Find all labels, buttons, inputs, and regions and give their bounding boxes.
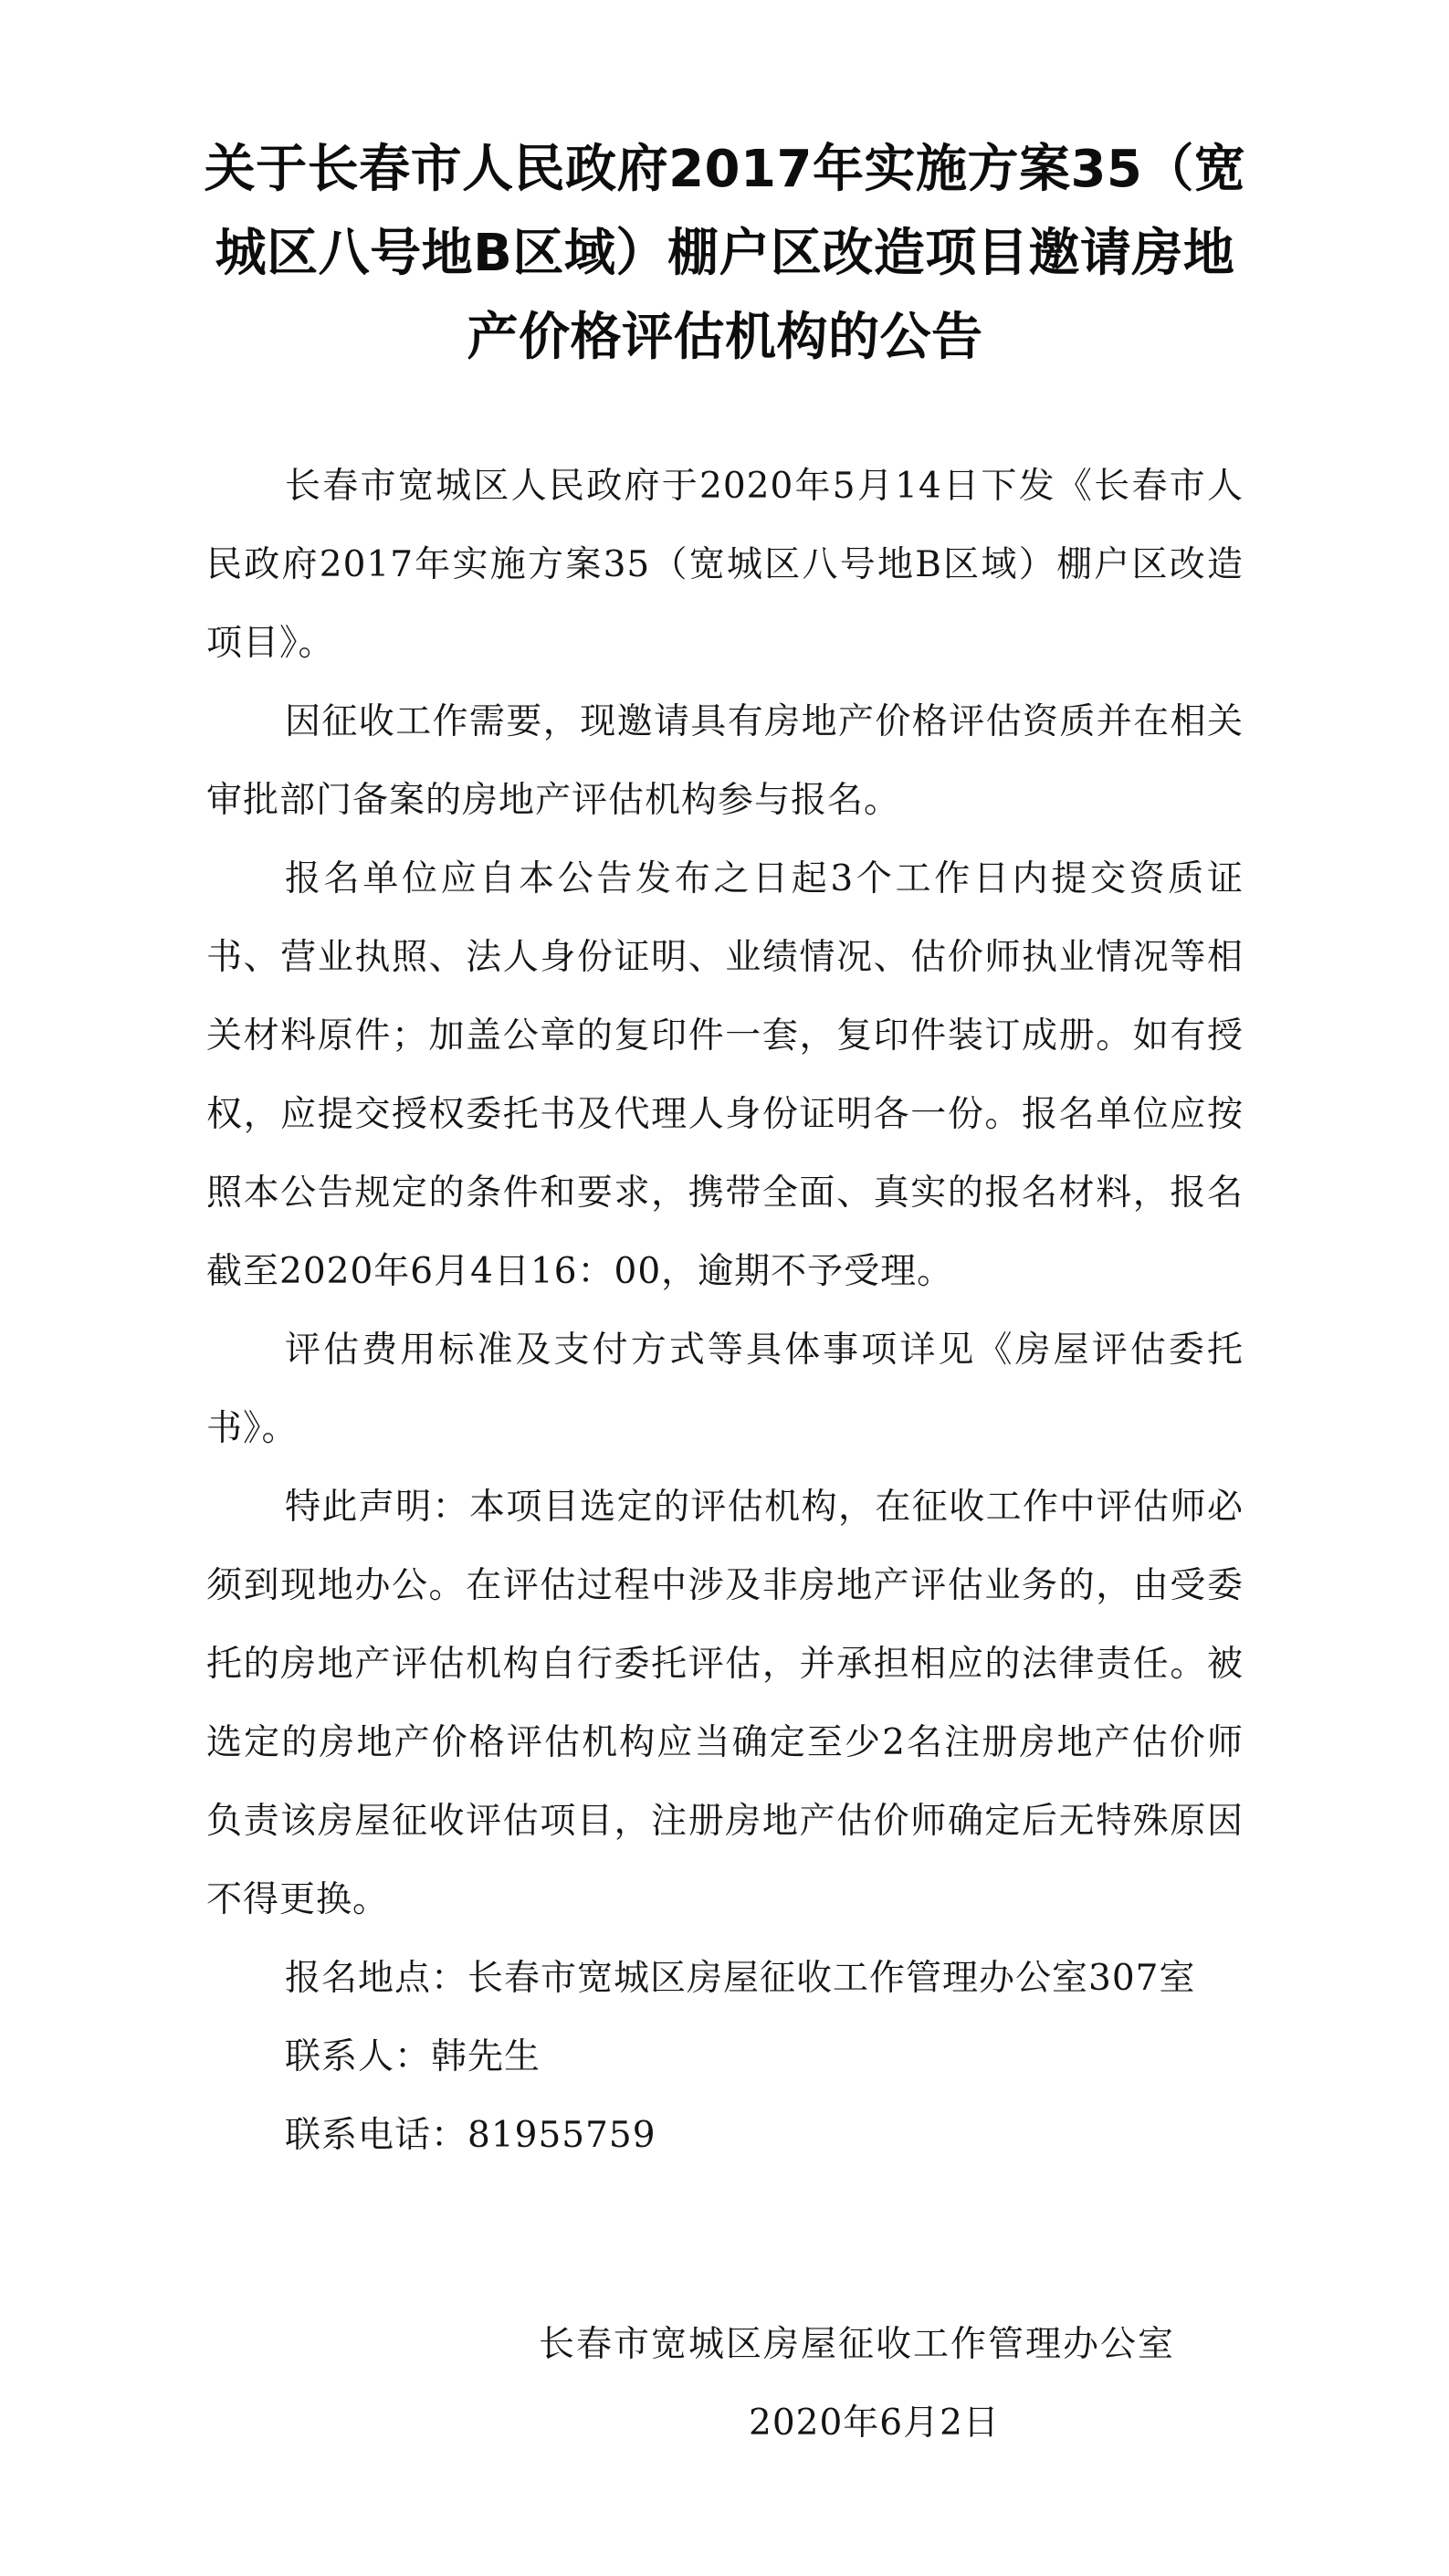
issuing-organization: 长春市宽城区房屋征收工作管理办公室	[539, 2324, 1176, 2365]
contact-person: 联系人：韩先生	[285, 2036, 541, 2077]
paragraph-declaration: 特此声明：本项目选定的评估机构，在征收工作中评估师必须到现地办公。在评估过程中涉及非房地产评估业务的，由受委托的房地产评估机构自行委托评估，并承担相应的法律责任。被选定的房地产价格评估机构应当确定至少2名注册房地产估价师负责该房屋征收评估项目，注册房地产估价师确定后无特殊原因不得更换。	[206, 1487, 1244, 1920]
issue-date: 2020年6月2日	[749, 2403, 1000, 2444]
registration-address: 报名地点：长春市宽城区房屋征收工作管理办公室307室	[285, 1958, 1196, 1999]
paragraph-fees: 评估费用标准及支付方式等具体事项详见《房屋评估委托书》。	[206, 1330, 1244, 1449]
page-title: 关于长春市人民政府2017年实施方案35（宽城区八号地B区域）棚户区改造项目邀请房地产价格评估机构的公告	[204, 140, 1246, 367]
paragraph-issuance: 长春市宽城区人民政府于2020年5月14日下发《长春市人民政府2017年实施方案35（宽城区八号地B区域）棚户区改造项目》。	[206, 466, 1244, 664]
paragraph-registration-requirements: 报名单位应自本公告发布之日起3个工作日内提交资质证书、营业执照、法人身份证明、业绩情况、估价师执业情况等相关材料原件；加盖公章的复印件一套，复印件装订成册。如有授权，应提交授权委托书及代理人身份证明各一份。报名单位应按照本公告规定的条件和要求，携带全面、真实的报名材料，报名截至2020年6月4日16：00，逾期不予受理。	[206, 858, 1244, 1292]
signature-block	[539, 2306, 1233, 2463]
announcement-body	[206, 447, 1244, 2175]
paragraph-invitation: 因征收工作需要，现邀请具有房地产价格评估资质并在相关审批部门备案的房地产评估机构参与报名。	[206, 701, 1244, 821]
contact-phone: 联系电话：81955759	[285, 2115, 656, 2156]
